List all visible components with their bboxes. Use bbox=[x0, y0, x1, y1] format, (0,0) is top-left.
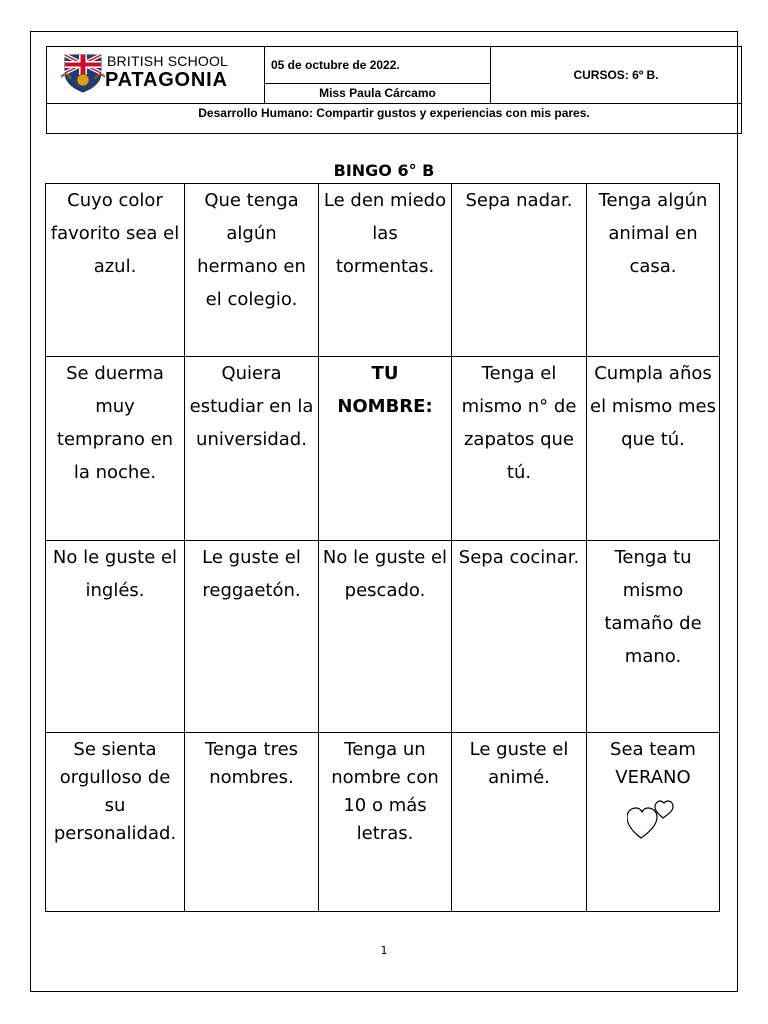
school-name-line1: BRITISH SCHOOL bbox=[107, 53, 229, 69]
school-logo bbox=[47, 47, 265, 103]
bingo-cell: Sepa nadar. bbox=[452, 184, 587, 357]
bingo-cell: Le guste el animé. bbox=[452, 733, 587, 912]
bingo-cell: Tenga tres nombres. bbox=[185, 733, 319, 912]
date-field: 05 de octubre de 2022. bbox=[265, 47, 491, 84]
bingo-cell: Tenga tu mismo tamaño de mano. bbox=[587, 541, 720, 733]
page-number: 1 bbox=[380, 944, 388, 957]
school-name-line2: PATAGONIA bbox=[105, 69, 228, 91]
bingo-cell: Sepa cocinar. bbox=[452, 541, 587, 733]
bingo-cell: Tenga el mismo n° de zapatos que tú. bbox=[452, 357, 587, 541]
course-field: CURSOS: 6º B. bbox=[573, 68, 659, 82]
bingo-title: BINGO 6° B bbox=[333, 161, 435, 180]
bingo-row bbox=[46, 184, 720, 357]
two-hearts-icon bbox=[627, 796, 679, 844]
bingo-cell: No le guste el inglés. bbox=[46, 541, 185, 733]
bingo-cell: Se duerma muy temprano en la noche. bbox=[46, 357, 185, 541]
bingo-cell-your-name: TU NOMBRE: bbox=[319, 357, 452, 541]
bingo-row bbox=[46, 357, 720, 541]
bingo-cell: Quiera estudiar en la universidad. bbox=[185, 357, 319, 541]
bingo-cell: No le guste el pescado. bbox=[319, 541, 452, 733]
bingo-cell: Le guste el reggaetón. bbox=[185, 541, 319, 733]
bingo-row bbox=[46, 541, 720, 733]
bingo-cell: Cuyo color favorito sea el azul. bbox=[46, 184, 185, 357]
bingo-cell: Tenga algún animal en casa. bbox=[587, 184, 720, 357]
bingo-cell: Tenga un nombre con 10 o más letras. bbox=[319, 733, 452, 912]
union-jack-shield-icon bbox=[61, 53, 105, 93]
bingo-cell: Le den miedo las tormentas. bbox=[319, 184, 452, 357]
header-table bbox=[46, 46, 742, 134]
bingo-cell: Cumpla años el mismo mes que tú. bbox=[587, 357, 720, 541]
bingo-cell: Se sienta orgulloso de su personalidad. bbox=[46, 733, 185, 912]
teacher-field: Miss Paula Cárcamo bbox=[265, 84, 491, 103]
bingo-cell: Que tenga algún hermano en el colegio. bbox=[185, 184, 319, 357]
topic-field: Desarrollo Humano: Compartir gustos y experiencias con mis pares. bbox=[47, 103, 741, 133]
bingo-row bbox=[46, 733, 720, 912]
bingo-grid bbox=[45, 183, 720, 912]
bingo-cell-summer bbox=[587, 733, 720, 912]
bingo-cell-text: Sea team VERANO bbox=[610, 739, 696, 788]
